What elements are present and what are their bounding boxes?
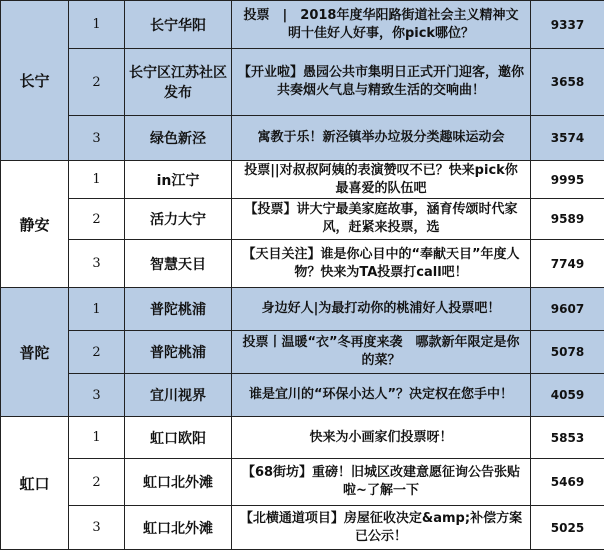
district-cell: 长宁	[1, 1, 69, 161]
vote-count-cell: 5853	[531, 417, 604, 459]
vote-count-cell: 5469	[531, 459, 604, 506]
article-title-cell: 【68街坊】重磅！旧城区改建意愿征询公告张贴啦~了解一下	[232, 459, 531, 506]
district-cell: 虹口	[1, 417, 69, 550]
vote-count-cell: 7749	[531, 240, 604, 288]
account-cell: 虹口北外滩	[125, 506, 232, 550]
article-title-cell: 【北横通道项目】房屋征收决定&amp;补偿方案已公示！	[232, 506, 531, 550]
account-cell: 宜川视界	[125, 374, 232, 417]
vote-count-cell: 9589	[531, 199, 604, 240]
table-row	[1, 199, 604, 240]
table-row	[1, 459, 604, 506]
table-row	[1, 331, 604, 374]
table-row	[1, 240, 604, 288]
account-cell: 绿色新泾	[125, 116, 232, 161]
table-row	[1, 1, 604, 49]
account-cell: 普陀桃浦	[125, 288, 232, 331]
table-row	[1, 506, 604, 550]
account-cell: 智慧天目	[125, 240, 232, 288]
account-cell: 普陀桃浦	[125, 331, 232, 374]
vote-count-cell: 5025	[531, 506, 604, 550]
vote-count-cell: 9607	[531, 288, 604, 331]
account-cell: 虹口北外滩	[125, 459, 232, 506]
rank-cell: 1	[69, 161, 125, 199]
table-row	[1, 374, 604, 417]
article-title-cell: 投票 | 2018年度华阳路街道社会主义精神文明十佳好人好事，你pick哪位？	[232, 1, 531, 49]
district-cell: 普陀	[1, 288, 69, 417]
vote-count-cell: 5078	[531, 331, 604, 374]
vote-count-cell: 3574	[531, 116, 604, 161]
table-row	[1, 116, 604, 161]
article-title-cell: 谁是宜川的“环保小达人”？决定权在您手中！	[232, 374, 531, 417]
rank-cell: 3	[69, 116, 125, 161]
rank-cell: 1	[69, 417, 125, 459]
rank-cell: 2	[69, 49, 125, 116]
article-title-cell: 寓教于乐！新泾镇举办垃圾分类趣味运动会	[232, 116, 531, 161]
rank-cell: 2	[69, 331, 125, 374]
district-cell: 静安	[1, 161, 69, 288]
table-row	[1, 288, 604, 331]
article-title-cell: 身边好人|为最打动你的桃浦好人投票吧！	[232, 288, 531, 331]
vote-count-cell: 9995	[531, 161, 604, 199]
rank-cell: 3	[69, 506, 125, 550]
vote-count-cell: 9337	[531, 1, 604, 49]
article-title-cell: 【投票】讲大宁最美家庭故事，涵育传颂时代家风，赶紧来投票，选	[232, 199, 531, 240]
rank-cell: 1	[69, 1, 125, 49]
rank-cell: 3	[69, 240, 125, 288]
account-cell: 长宁区江苏社区发布	[125, 49, 232, 116]
account-cell: 虹口欧阳	[125, 417, 232, 459]
account-cell: 活力大宁	[125, 199, 232, 240]
rank-cell: 3	[69, 374, 125, 417]
rank-cell: 2	[69, 199, 125, 240]
table-row	[1, 161, 604, 199]
ranking-table-body	[1, 1, 604, 550]
rank-cell: 1	[69, 288, 125, 331]
article-title-cell: 【开业啦】愚园公共市集明日正式开门迎客，邀你共奏烟火气息与精致生活的交响曲！	[232, 49, 531, 116]
account-cell: in江宁	[125, 161, 232, 199]
article-title-cell: 【天目关注】谁是你心目中的“奉献天目”年度人物？快来为TA投票打call吧！	[232, 240, 531, 288]
vote-count-cell: 3658	[531, 49, 604, 116]
table-row	[1, 49, 604, 116]
account-cell: 长宁华阳	[125, 1, 232, 49]
article-title-cell: 投票||对叔叔阿姨的表演赞叹不已？快来pick你最喜爱的队伍吧	[232, 161, 531, 199]
article-title-cell: 快来为小画家们投票呀！	[232, 417, 531, 459]
rank-cell: 2	[69, 459, 125, 506]
article-title-cell: 投票丨温暖“衣”冬再度来袭 哪款新年限定是你的菜？	[232, 331, 531, 374]
vote-count-cell: 4059	[531, 374, 604, 417]
table-row	[1, 417, 604, 459]
